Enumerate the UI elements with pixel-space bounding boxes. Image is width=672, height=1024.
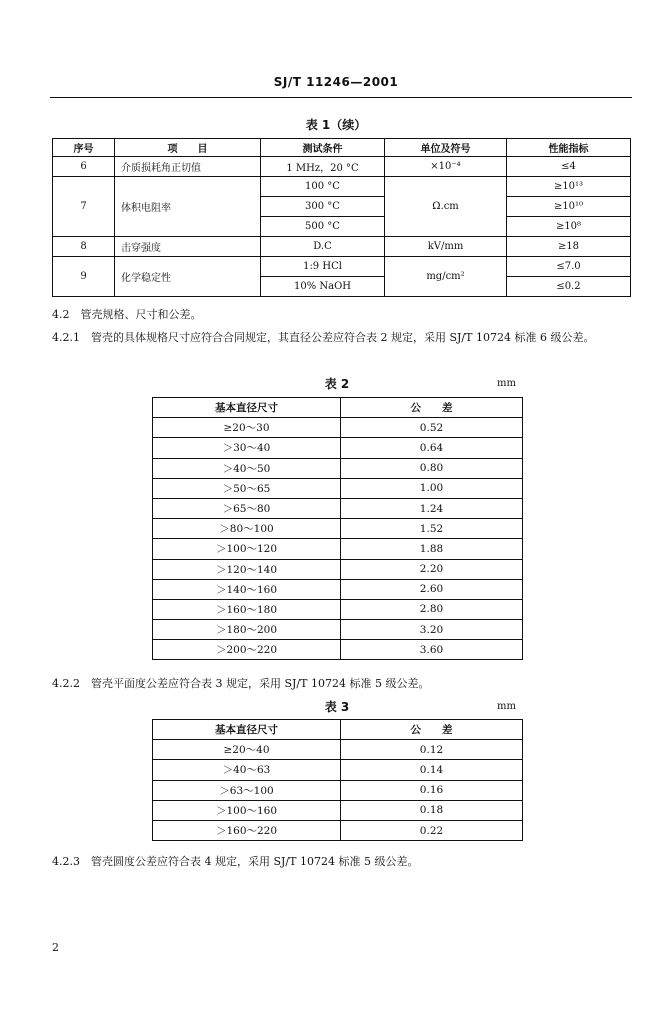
table-row [53,237,631,257]
table-row [153,620,523,640]
unit-symbol: mg/cm² [385,257,507,297]
row-number: 8 [53,237,115,257]
table-row [153,458,523,478]
table3-caption: 表 3 [324,700,350,714]
diameter-range: ＞160～220 [153,820,341,840]
tolerance-value: 0.80 [341,458,523,478]
standard-code-header: SJ/T 11246—2001 [273,75,399,89]
table1-col-header: 项 目 [115,139,261,157]
table3-col-header: 基本直径尺寸 [153,720,341,740]
table1-header-row [53,139,631,157]
section-4-2-3-text: 4.2.3 管壳圆度公差应符合表 4 规定，采用 SJ/T 10724 标准 5 级公差。 [52,855,419,868]
diameter-range: ＞80～100 [153,519,341,539]
table-row [153,780,523,800]
tolerance-value: 0.64 [341,438,523,458]
diameter-range: ＞120～140 [153,559,341,579]
diameter-range: ＞30～40 [153,438,341,458]
row-number: 6 [53,157,115,177]
table-row [153,579,523,599]
diameter-range: ＞40～63 [153,760,341,780]
header-rule [50,97,632,98]
table-row [153,498,523,518]
table1-col-header: 单位及符号 [385,139,507,157]
performance-value: ≥18 [507,237,631,257]
diameter-range: ＞160～180 [153,599,341,619]
diameter-range: ＞50～65 [153,478,341,498]
test-condition: 1 MHz，20 °C [261,157,385,177]
diameter-range: ≥20～30 [153,418,341,438]
table-row [153,438,523,458]
item-name: 体积电阻率 [115,177,261,237]
table1-col-header: 测试条件 [261,139,385,157]
test-condition: 10% NaOH [261,277,385,297]
performance-value: ≥10⁸ [507,217,631,237]
section-4-2-heading: 4.2 管壳规格、尺寸和公差。 [52,308,202,321]
table1-col-header: 序号 [53,139,115,157]
diameter-range: ＞40～50 [153,458,341,478]
table-row [53,257,631,277]
tolerance-value: 0.14 [341,760,523,780]
performance-value: ≥10¹³ [507,177,631,197]
table-row [153,559,523,579]
item-name: 介质损耗角正切值 [115,157,261,177]
tolerance-value: 1.52 [341,519,523,539]
table2-col-header: 公 差 [341,398,523,418]
table1 [52,138,631,297]
test-condition: 100 °C [261,177,385,197]
tolerance-value: 1.88 [341,539,523,559]
table-row [153,760,523,780]
tolerance-value: 2.60 [341,579,523,599]
diameter-range: ＞200～220 [153,640,341,660]
unit-symbol: ×10⁻⁴ [385,157,507,177]
diameter-range: ＞63～100 [153,780,341,800]
table-row [153,820,523,840]
diameter-range: ＞140～160 [153,579,341,599]
section-4-2-2-text: 4.2.2 管壳平面度公差应符合表 3 规定，采用 SJ/T 10724 标准 5 级公差。 [52,677,430,690]
tolerance-value: 0.52 [341,418,523,438]
table3-col-header: 公 差 [341,720,523,740]
table3-unit: mm [497,701,516,712]
table-row [153,519,523,539]
row-number: 9 [53,257,115,297]
performance-value: ≤7.0 [507,257,631,277]
section-4-2-1-text: 4.2.1 管壳的具体规格尺寸应符合合同规定，其直径公差应符合表 2 规定，采用 SJ/T 10724 标准 6 级公差。 [52,331,595,344]
diameter-range: ≥20～40 [153,740,341,760]
tolerance-value: 2.80 [341,599,523,619]
table1-col-header: 性能指标 [507,139,631,157]
table3-header-row [153,720,523,740]
table-row [153,418,523,438]
performance-value: ≥10¹⁰ [507,197,631,217]
table-row [153,800,523,820]
diameter-range: ＞65～80 [153,498,341,518]
tolerance-value: 0.18 [341,800,523,820]
unit-symbol: Ω.cm [385,177,507,237]
table2-header-row [153,398,523,418]
table2-unit: mm [497,378,516,389]
item-name: 击穿强度 [115,237,261,257]
table3 [152,719,523,841]
tolerance-value: 3.20 [341,620,523,640]
table2-col-header: 基本直径尺寸 [153,398,341,418]
table-row [53,157,631,177]
tolerance-value: 2.20 [341,559,523,579]
table2 [152,397,523,660]
tolerance-value: 1.24 [341,498,523,518]
tolerance-value: 1.00 [341,478,523,498]
row-number: 7 [53,177,115,237]
test-condition: 300 °C [261,197,385,217]
tolerance-value: 3.60 [341,640,523,660]
diameter-range: ＞180～200 [153,620,341,640]
table-row [153,539,523,559]
test-condition: D.C [261,237,385,257]
table2-caption: 表 2 [324,377,350,391]
tolerance-value: 0.22 [341,820,523,840]
performance-value: ≤0.2 [507,277,631,297]
table-row [153,740,523,760]
table1-caption: 表 1（续） [305,118,367,132]
table-row [53,177,631,197]
test-condition: 500 °C [261,217,385,237]
page-number: 2 [52,941,59,954]
unit-symbol: kV/mm [385,237,507,257]
table-row [153,640,523,660]
diameter-range: ＞100～120 [153,539,341,559]
item-name: 化学稳定性 [115,257,261,297]
table-row [153,599,523,619]
table-row [153,478,523,498]
tolerance-value: 0.16 [341,780,523,800]
test-condition: 1:9 HCl [261,257,385,277]
tolerance-value: 0.12 [341,740,523,760]
performance-value: ≤4 [507,157,631,177]
diameter-range: ＞100～160 [153,800,341,820]
